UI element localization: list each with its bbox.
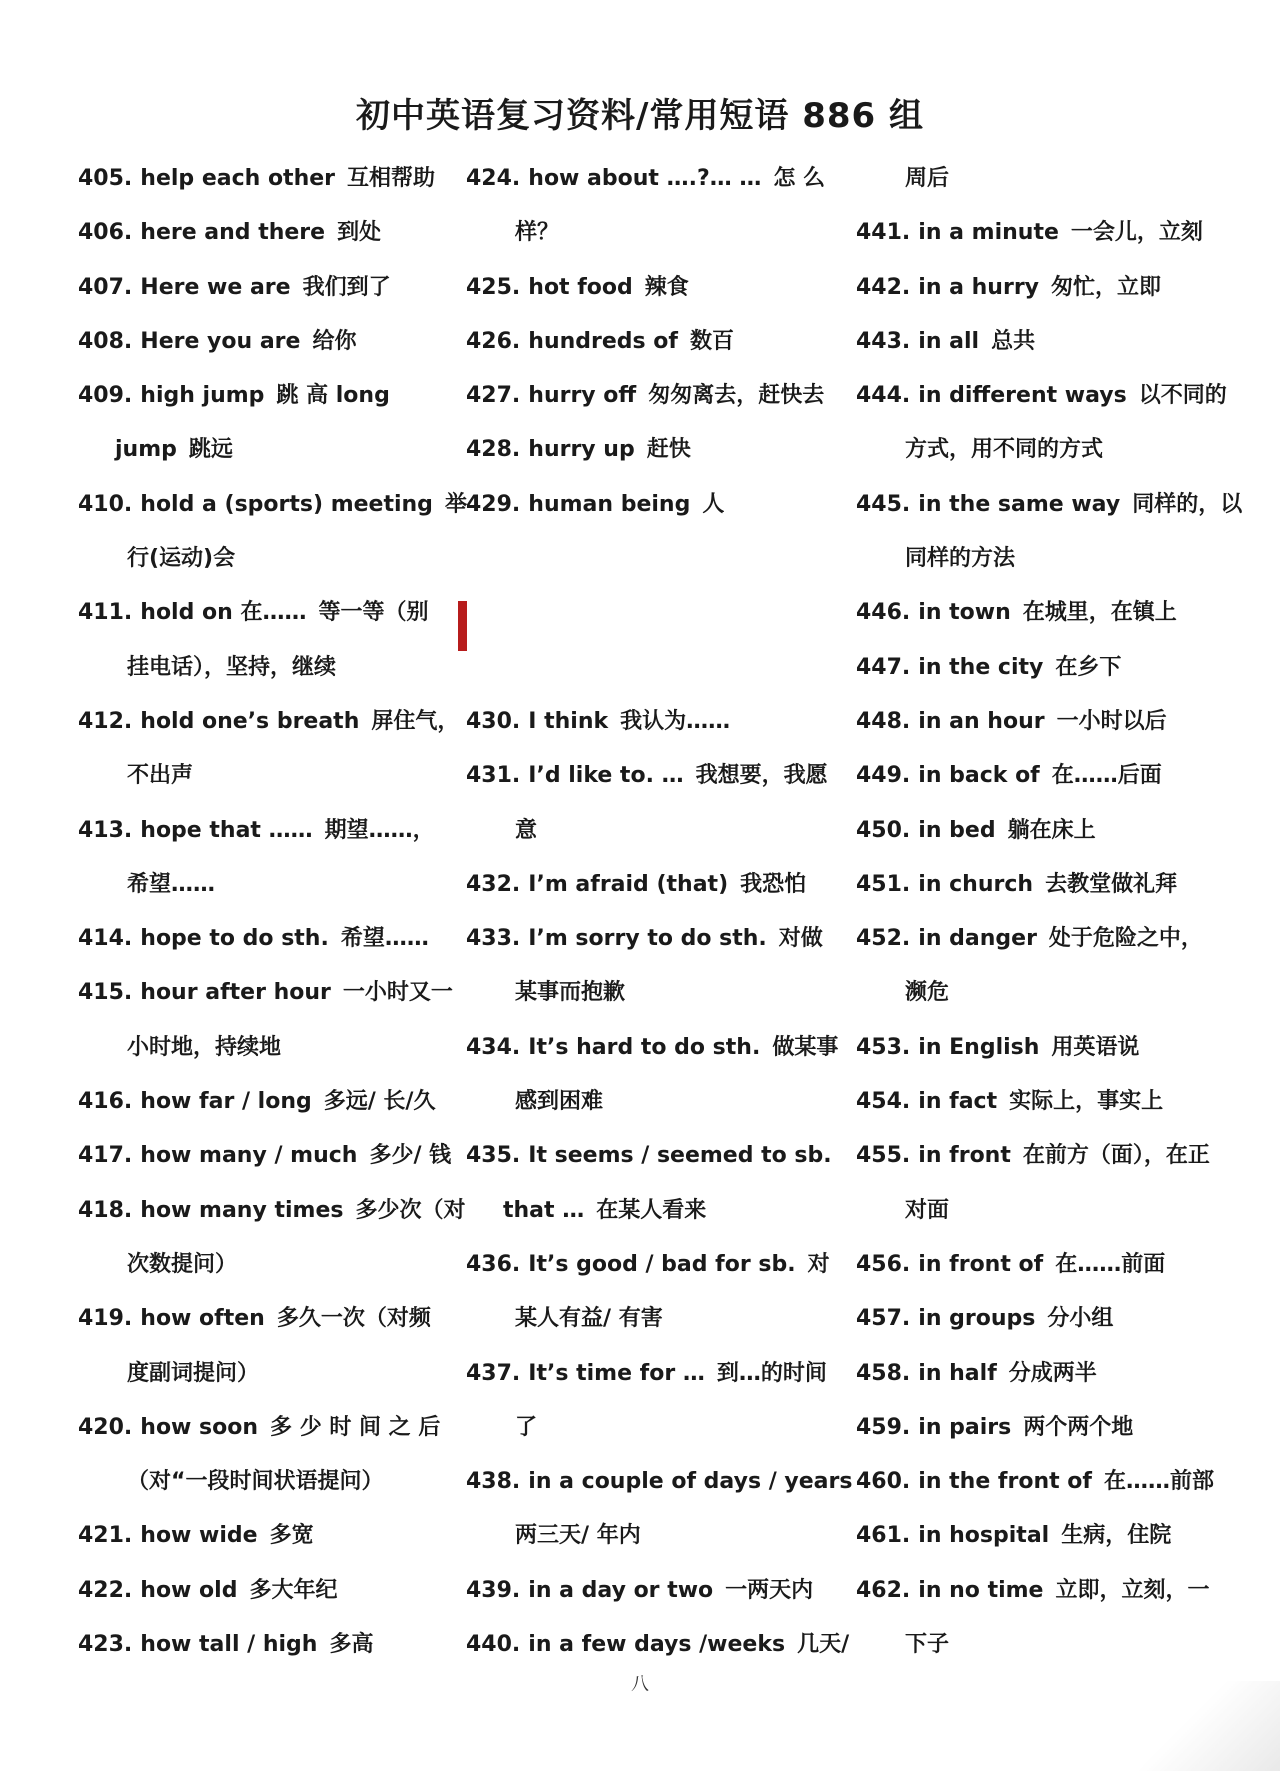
phrase-line [856, 1292, 1208, 1346]
english-phrase: in back of [918, 763, 1040, 789]
chinese-meaning: 躺在床上 [1007, 817, 1096, 843]
entry-number: 452. [856, 926, 911, 952]
english-phrase: in church [918, 871, 1034, 897]
entry-number: 434. [466, 1034, 521, 1060]
chinese-meaning: 同样的方法 [905, 546, 1016, 572]
phrase-line [856, 1509, 1208, 1563]
english-phrase: It’s hard to do sth. [528, 1034, 761, 1060]
chinese-meaning: 了 [515, 1414, 538, 1440]
entry-number: 405. [78, 166, 133, 191]
chinese-meaning: 次数提问） [127, 1251, 238, 1277]
chinese-meaning: 一小时以后 [1056, 708, 1167, 734]
chinese-meaning: 屏住气， [371, 708, 460, 734]
column-1 [78, 152, 467, 1672]
english-phrase: in bed [918, 817, 996, 843]
chinese-meaning: 某事而抱歉 [515, 980, 626, 1006]
chinese-meaning: 多久一次（对频 [276, 1306, 431, 1332]
entry-number: 453. [856, 1034, 911, 1060]
chinese-meaning: 做某事 [772, 1034, 839, 1060]
phrase-line [78, 261, 430, 315]
english-phrase: in an hour [918, 708, 1045, 734]
chinese-meaning: 不出声 [127, 763, 194, 789]
chinese-meaning: 感到困难 [515, 1089, 604, 1115]
phrase-line [78, 912, 430, 966]
phrase-line [856, 1347, 1208, 1401]
phrase-line [856, 641, 1208, 695]
entry-number: 415. [78, 980, 133, 1006]
phrase-line [78, 749, 430, 803]
chinese-meaning: 匆忙，立即 [1051, 274, 1162, 300]
phrase-line [466, 641, 818, 695]
english-phrase: in danger [918, 926, 1037, 952]
phrase-line [78, 1129, 452, 1183]
entry-number: 444. [856, 383, 911, 409]
entry-number: 413. [78, 817, 133, 843]
english-phrase: in all [918, 328, 980, 354]
phrase-line [466, 1292, 818, 1346]
entry-number: 410. [78, 491, 133, 517]
phrase-line [78, 478, 467, 532]
phrase-line [466, 1455, 853, 1509]
phrase-line [856, 586, 1208, 640]
english-phrase: It seems / seemed to sb. [528, 1143, 832, 1169]
chinese-meaning: 对 [807, 1251, 830, 1277]
english-phrase: in a day or two [528, 1577, 714, 1603]
entry-number: 451. [856, 871, 911, 897]
english-phrase: how about ….?… … [528, 166, 762, 191]
chinese-meaning: 行(运动)会 [127, 546, 236, 572]
entry-number: 419. [78, 1306, 133, 1332]
chinese-meaning: 处于危险之中， [1048, 926, 1203, 952]
phrase-line [466, 1347, 827, 1401]
phrase-line [856, 1129, 1208, 1183]
entry-number: 421. [78, 1523, 133, 1549]
phrase-line [78, 369, 430, 423]
english-phrase: in groups [918, 1306, 1036, 1332]
phrase-line [856, 1184, 1208, 1238]
phrase-line [466, 966, 818, 1020]
phrase-line [856, 315, 1208, 369]
phrase-line [856, 695, 1208, 749]
phrase-line [856, 804, 1208, 858]
english-phrase: that … [503, 1197, 585, 1223]
phrase-line [856, 423, 1208, 477]
phrase-line [78, 423, 430, 477]
chinese-meaning: 两三天/ 年内 [515, 1523, 641, 1549]
chinese-meaning: 小时地，持续地 [127, 1034, 282, 1060]
entry-number: 454. [856, 1089, 911, 1115]
red-marker-bar [458, 601, 467, 651]
chinese-meaning: 同样的，以 [1132, 491, 1243, 517]
phrase-line [78, 1184, 466, 1238]
entry-number: 459. [856, 1414, 911, 1440]
english-phrase: in front of [918, 1251, 1044, 1277]
entry-number: 431. [466, 763, 521, 789]
english-phrase: how often [140, 1306, 265, 1332]
english-phrase: in a few days /weeks [528, 1632, 786, 1658]
chinese-meaning: 跳远 [188, 437, 233, 463]
chinese-meaning: 多少/ 钱 [369, 1143, 452, 1169]
entry-number: 438. [466, 1469, 521, 1495]
english-phrase: how tall / high [140, 1632, 318, 1658]
chinese-meaning: 到处 [337, 220, 382, 246]
english-phrase: I’d like to. … [528, 763, 684, 789]
english-phrase: in a minute [918, 220, 1059, 246]
entry-number: 441. [856, 220, 911, 246]
phrase-line [856, 532, 1208, 586]
english-phrase: in the city [918, 654, 1044, 680]
phrase-line [78, 152, 436, 206]
chinese-meaning: 给你 [312, 328, 357, 354]
entry-number: 409. [78, 383, 133, 409]
chinese-meaning: 数百 [689, 328, 734, 354]
phrase-line [78, 1075, 436, 1129]
phrase-line [466, 1618, 850, 1672]
entry-number: 448. [856, 708, 911, 734]
english-phrase: jump [115, 437, 177, 463]
english-phrase: in half [918, 1360, 997, 1386]
entry-number: 418. [78, 1197, 133, 1223]
entry-number: 436. [466, 1251, 521, 1277]
english-phrase: I’m afraid (that) [528, 871, 729, 897]
chinese-meaning: 挂电话），坚持，继续 [127, 654, 337, 680]
entry-number: 458. [856, 1360, 911, 1386]
english-phrase: Here you are [140, 328, 301, 354]
phrase-line [78, 1347, 430, 1401]
english-phrase: hurry off [528, 383, 637, 409]
english-phrase: hope that …… [140, 817, 313, 843]
entry-number: 422. [78, 1577, 133, 1603]
phrase-line [78, 206, 430, 260]
english-phrase: in no time [918, 1577, 1044, 1603]
phrase-line [78, 532, 430, 586]
chinese-meaning: 多高 [329, 1632, 374, 1658]
english-phrase: how far / long [140, 1089, 312, 1115]
chinese-meaning: 多大年纪 [249, 1577, 338, 1603]
entry-number: 425. [466, 274, 521, 300]
phrase-line [78, 966, 453, 1020]
phrase-line [856, 1021, 1208, 1075]
phrase-line [856, 1618, 1208, 1672]
entry-number: 456. [856, 1251, 911, 1277]
entry-number: 416. [78, 1089, 133, 1115]
english-phrase: help each other [140, 166, 336, 191]
phrase-line [466, 532, 818, 586]
english-phrase: hurry up [528, 437, 635, 463]
entry-number: 437. [466, 1360, 521, 1386]
phrase-line [466, 1184, 818, 1238]
english-phrase: It’s time for … [528, 1360, 705, 1386]
english-phrase: how old [140, 1577, 238, 1603]
chinese-meaning: 多少次（对 [355, 1197, 466, 1223]
english-phrase: in town [918, 600, 1011, 626]
phrase-line [78, 1238, 430, 1292]
chinese-meaning: 人 [702, 491, 725, 517]
chinese-meaning: 用英语说 [1051, 1034, 1140, 1060]
page-mark: 八 [631, 1674, 649, 1695]
chinese-meaning: 等一等（别 [318, 600, 429, 626]
chinese-meaning: 某人有益/ 有害 [515, 1306, 663, 1332]
phrase-line [856, 478, 1243, 532]
phrase-line [78, 1618, 430, 1672]
english-phrase: here and there [140, 220, 326, 246]
entry-number: 439. [466, 1577, 521, 1603]
entry-number: 461. [856, 1523, 911, 1549]
phrase-line [78, 804, 435, 858]
english-phrase: in a hurry [918, 274, 1040, 300]
phrase-line [78, 1021, 430, 1075]
corner-fold-decoration [1130, 1681, 1280, 1771]
column-3 [856, 152, 1243, 1672]
chinese-meaning: 周后 [905, 166, 950, 191]
phrase-line [856, 152, 1208, 206]
phrase-line [466, 1021, 839, 1075]
phrase-line [78, 586, 430, 640]
entry-number: 457. [856, 1306, 911, 1332]
phrase-line [856, 749, 1208, 803]
chinese-meaning: 样？ [515, 220, 560, 246]
chinese-meaning: 一两天内 [725, 1577, 814, 1603]
chinese-meaning: 以不同的 [1138, 383, 1227, 409]
entry-number: 423. [78, 1632, 133, 1658]
phrase-line [466, 912, 823, 966]
entry-number: 462. [856, 1577, 911, 1603]
chinese-meaning: 实际上，事实上 [1009, 1089, 1164, 1115]
phrase-line [466, 1509, 818, 1563]
english-phrase: in fact [918, 1089, 998, 1115]
chinese-meaning: 跳 高 long [276, 383, 390, 409]
phrase-line [466, 261, 818, 315]
chinese-meaning: 在前方（面），在正 [1022, 1143, 1210, 1169]
chinese-meaning: （对“一段时间状语提问） [127, 1469, 384, 1495]
chinese-meaning: 我恐怕 [740, 871, 807, 897]
phrase-line [466, 1075, 818, 1129]
phrase-line [78, 1401, 441, 1455]
chinese-meaning: 两个两个地 [1023, 1414, 1134, 1440]
phrase-line [466, 423, 818, 477]
entry-number: 407. [78, 274, 133, 300]
phrase-line [78, 1455, 430, 1509]
phrase-line [856, 1564, 1208, 1618]
chinese-meaning: 辣食 [644, 274, 689, 300]
phrase-line [856, 1401, 1208, 1455]
english-phrase: in hospital [918, 1523, 1050, 1549]
entry-number: 412. [78, 708, 133, 734]
phrase-line [466, 152, 826, 206]
phrase-line [466, 858, 818, 912]
english-phrase: in a couple of days / years [528, 1469, 853, 1495]
chinese-meaning: 一小时又一 [342, 980, 453, 1006]
entry-number: 411. [78, 600, 133, 626]
chinese-meaning: 在……前面 [1055, 1251, 1166, 1277]
phrase-line [466, 1564, 818, 1618]
chinese-meaning: 一会儿，立刻 [1070, 220, 1203, 246]
entry-number: 428. [466, 437, 521, 463]
chinese-meaning: 濒危 [905, 980, 950, 1006]
phrase-line [856, 1075, 1208, 1129]
chinese-meaning: 下子 [905, 1632, 950, 1658]
phrase-line [466, 749, 828, 803]
phrase-line [856, 858, 1208, 912]
chinese-meaning: 多远/ 长/久 [323, 1089, 436, 1115]
english-phrase: how many times [140, 1197, 344, 1223]
chinese-meaning: 去教堂做礼拜 [1045, 871, 1178, 897]
english-phrase: in pairs [918, 1414, 1012, 1440]
phrase-line [856, 206, 1208, 260]
english-phrase: Here we are [140, 274, 291, 300]
phrase-line [466, 478, 818, 532]
entry-number: 460. [856, 1469, 911, 1495]
phrase-line [78, 315, 430, 369]
entry-number: 447. [856, 654, 911, 680]
english-phrase: how wide [140, 1523, 258, 1549]
entry-number: 429. [466, 491, 521, 517]
english-phrase: in the same way [918, 491, 1121, 517]
chinese-meaning: 多宽 [269, 1523, 314, 1549]
entry-number: 424. [466, 166, 521, 191]
chinese-meaning: 在……后面 [1051, 763, 1162, 789]
entry-number: 408. [78, 328, 133, 354]
english-phrase: hot food [528, 274, 633, 300]
chinese-meaning: 立即，立刻，一 [1055, 1577, 1210, 1603]
entry-number: 430. [466, 708, 521, 734]
chinese-meaning: 生病，住院 [1061, 1523, 1172, 1549]
english-phrase: I think [528, 708, 609, 734]
entry-number: 427. [466, 383, 521, 409]
chinese-meaning: 期望……， [324, 817, 435, 843]
chinese-meaning: 匆匆离去，赶快去 [648, 383, 825, 409]
phrase-line [856, 369, 1227, 423]
entry-number: 455. [856, 1143, 911, 1169]
entry-number: 450. [856, 817, 911, 843]
chinese-meaning: 希望…… [127, 871, 216, 897]
chinese-meaning: 意 [515, 817, 538, 843]
phrase-line [856, 912, 1208, 966]
entry-number: 443. [856, 328, 911, 354]
chinese-meaning: 怎 么 [773, 166, 826, 191]
english-phrase: hope to do sth. [140, 926, 329, 952]
english-phrase: hold one’s breath [140, 708, 360, 734]
chinese-meaning: 分小组 [1047, 1306, 1114, 1332]
phrase-line [466, 1129, 832, 1183]
chinese-meaning: 总共 [991, 328, 1036, 354]
entry-number: 442. [856, 274, 911, 300]
page-title: 初中英语复习资料/常用短语 886 组 [355, 96, 925, 136]
chinese-meaning: 多 少 时 间 之 后 [270, 1414, 441, 1440]
entry-number: 432. [466, 871, 521, 897]
entry-number: 420. [78, 1414, 133, 1440]
chinese-meaning: 互相帮助 [347, 166, 436, 191]
phrase-line [466, 315, 818, 369]
english-phrase: in English [918, 1034, 1040, 1060]
english-phrase: in front [918, 1143, 1011, 1169]
entry-number: 446. [856, 600, 911, 626]
phrase-line [466, 804, 818, 858]
english-phrase: hold a (sports) meeting [140, 491, 433, 517]
entry-number: 406. [78, 220, 133, 246]
english-phrase: in the front of [918, 1469, 1092, 1495]
english-phrase: human being [528, 491, 691, 517]
entry-number: 440. [466, 1632, 521, 1658]
phrase-line [466, 369, 825, 423]
phrase-line [856, 261, 1208, 315]
english-phrase: high jump [140, 383, 265, 409]
english-phrase: I’m sorry to do sth. [528, 926, 767, 952]
chinese-meaning: 度副词提问） [127, 1360, 260, 1386]
english-phrase: in different ways [918, 383, 1127, 409]
chinese-meaning: 几天/ [797, 1632, 850, 1658]
chinese-meaning: 我想要，我愿 [695, 763, 828, 789]
english-phrase: how many / much [140, 1143, 358, 1169]
entry-number: 449. [856, 763, 911, 789]
phrase-line [466, 1238, 830, 1292]
phrase-line [466, 695, 818, 749]
phrase-line [856, 1455, 1214, 1509]
column-2 [466, 152, 853, 1672]
chinese-meaning: 赶快 [646, 437, 691, 463]
entry-number: 435. [466, 1143, 521, 1169]
phrase-line [856, 1238, 1208, 1292]
phrase-line [466, 586, 818, 640]
phrase-line [78, 858, 430, 912]
chinese-meaning: 在……前部 [1103, 1469, 1214, 1495]
entry-number: 417. [78, 1143, 133, 1169]
chinese-meaning: 我们到了 [302, 274, 391, 300]
chinese-meaning: 举 [444, 491, 467, 517]
chinese-meaning: 我认为…… [620, 708, 731, 734]
entry-number: 433. [466, 926, 521, 952]
phrase-line [78, 641, 430, 695]
entry-number: 426. [466, 328, 521, 354]
chinese-meaning: 到…的时间 [716, 1360, 827, 1386]
phrase-line [78, 1292, 430, 1346]
chinese-meaning: 希望…… [340, 926, 429, 952]
chinese-meaning: 方式，用不同的方式 [905, 437, 1104, 463]
english-phrase: It’s good / bad for sb. [528, 1251, 796, 1277]
english-phrase: hundreds of [528, 328, 678, 354]
phrase-line [78, 1564, 430, 1618]
entry-number: 445. [856, 491, 911, 517]
phrase-line [466, 1401, 818, 1455]
english-phrase: hour after hour [140, 980, 331, 1006]
chinese-meaning: 对面 [905, 1197, 950, 1223]
english-phrase: hold on 在…… [140, 600, 307, 626]
chinese-meaning: 分成两半 [1008, 1360, 1097, 1386]
chinese-meaning: 在某人看来 [596, 1197, 707, 1223]
phrase-line [856, 966, 1208, 1020]
phrase-line [466, 206, 818, 260]
phrase-line [78, 1509, 430, 1563]
chinese-meaning: 在乡下 [1055, 654, 1122, 680]
entry-number: 414. [78, 926, 133, 952]
chinese-meaning: 在城里，在镇上 [1022, 600, 1177, 626]
phrase-line [78, 695, 460, 749]
english-phrase: how soon [140, 1414, 259, 1440]
chinese-meaning: 对做 [778, 926, 823, 952]
